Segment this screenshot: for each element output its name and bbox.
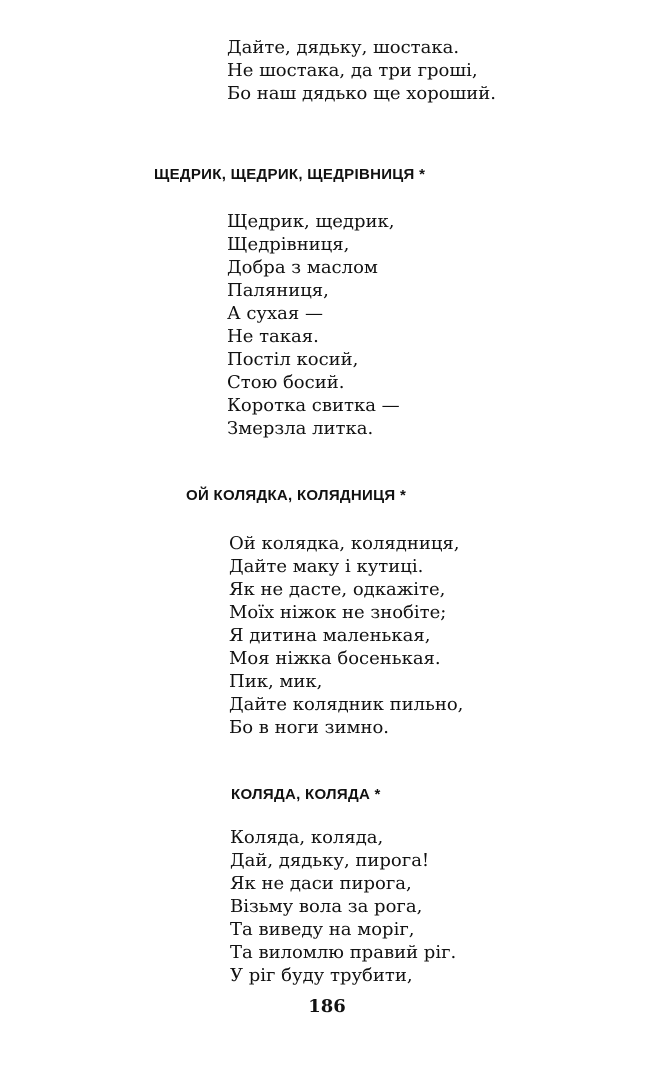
verse-line: Стою босий. — [227, 372, 345, 393]
verse-line: Дайте маку і кутиці. — [229, 556, 424, 577]
poem-koliadka — [229, 532, 463, 739]
verse-line: Щедрівниця, — [227, 234, 350, 255]
verse-line: Коротка свитка — — [227, 395, 400, 416]
verse-line: Я дитина маленькая, — [229, 625, 431, 646]
verse-line: Щедрик, щедрик, — [227, 211, 395, 232]
verse-line: Як не даси пирога, — [230, 873, 412, 894]
verse-line: Як не дасте, одкажіте, — [229, 579, 446, 600]
verse-line: Не шостака, да три гроші, — [227, 60, 478, 81]
verse-line: Та виломлю правий ріг. — [230, 942, 457, 963]
poem-title-koliadka: ОЙ КОЛЯДКА, КОЛЯДНИЦЯ * — [186, 487, 407, 504]
verse-line: А сухая — — [227, 303, 323, 324]
verse-continuation — [227, 36, 496, 105]
poem-shchedryk — [227, 210, 400, 440]
verse-line: Змерзла литка. — [227, 418, 374, 439]
verse-line: Та виведу на моріг, — [230, 919, 415, 940]
verse-line: Дайте колядник пильно, — [229, 694, 464, 715]
verse-line: Коляда, коляда, — [230, 827, 384, 848]
verse-line: Візьму вола за рога, — [230, 896, 423, 917]
poem-title-shchedryk: ЩЕДРИК, ЩЕДРИК, ЩЕДРІВНИЦЯ * — [154, 166, 426, 183]
verse-line: У ріг буду трубити, — [230, 965, 413, 986]
verse-line: Бо в ноги зимно. — [229, 717, 389, 738]
page-number: 186 — [308, 996, 346, 1017]
poem-title-koliada: КОЛЯДА, КОЛЯДА * — [231, 786, 381, 803]
verse-line: Паляниця, — [227, 280, 329, 301]
verse-line: Бо наш дядько ще хороший. — [227, 83, 497, 104]
verse-line: Постіл косий, — [227, 349, 359, 370]
verse-line: Дайте, дядьку, шостака. — [227, 37, 460, 58]
verse-line: Не такая. — [227, 326, 319, 347]
verse-line: Ой колядка, колядниця, — [229, 533, 460, 554]
verse-line: Моїх ніжок не знобіте; — [229, 602, 447, 623]
verse-line: Моя ніжка босенькая. — [229, 648, 441, 669]
verse-line: Дай, дядьку, пирога! — [230, 850, 430, 871]
poem-koliada — [230, 826, 456, 987]
verse-line: Добра з маслом — [227, 257, 378, 278]
verse-line: Пик, мик, — [229, 671, 323, 692]
